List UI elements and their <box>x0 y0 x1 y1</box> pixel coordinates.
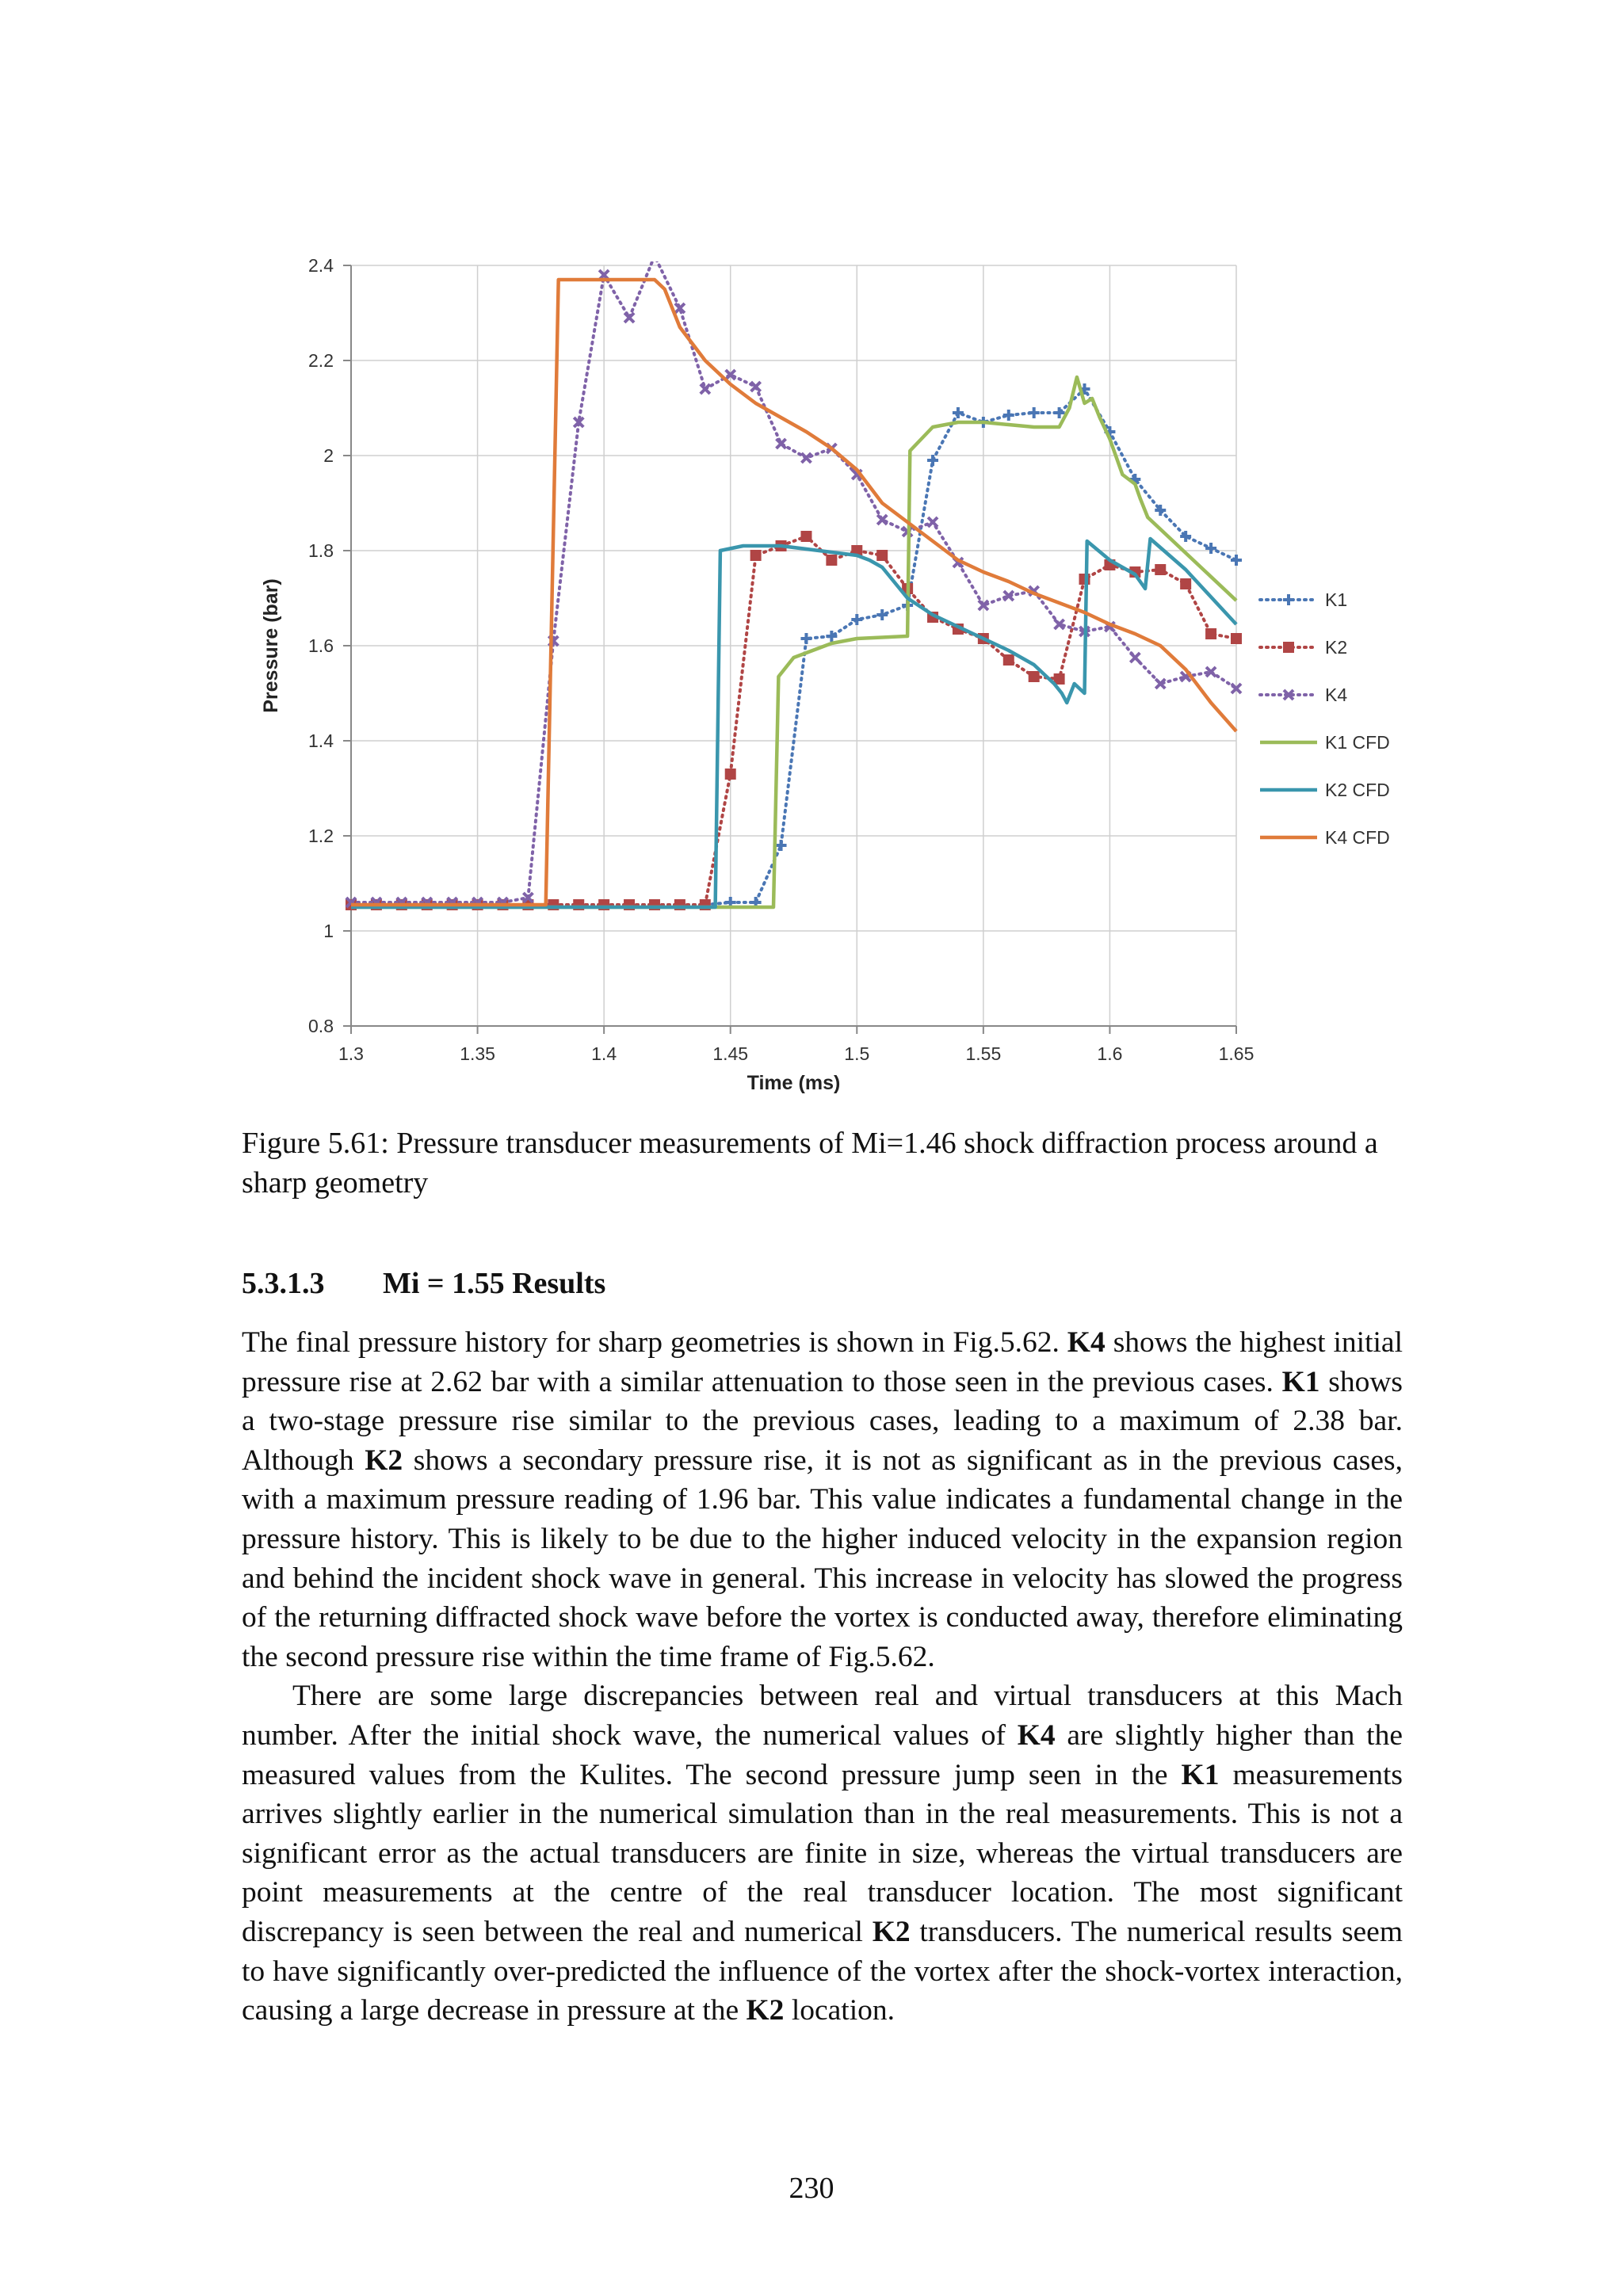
series-k1 <box>346 383 1242 910</box>
text-run: are slightly higher than the measured values from the Kulites. The second pressure jump seen in the <box>242 1718 1403 1791</box>
data-point <box>876 550 888 561</box>
text-run: shows the highest initial pressure rise at 2.62 bar with a similar attenuation to those seen in the previous cases. <box>242 1326 1403 1398</box>
series-line <box>351 539 1236 907</box>
body-paragraph <box>242 1676 1403 2030</box>
legend-item <box>1260 732 1390 753</box>
data-point <box>650 251 659 261</box>
data-point <box>800 531 812 542</box>
y-tick-label: 1.6 <box>308 635 334 656</box>
figure-caption: Figure 5.61: Pressure transducer measurements of Mi=1.46 shock diffraction process around a sharp geometry <box>242 1127 1378 1199</box>
data-point <box>725 769 736 780</box>
legend-label: K2 CFD <box>1325 780 1390 800</box>
data-point <box>1231 555 1242 566</box>
body-paragraph <box>242 1323 1403 1676</box>
legend-label: K1 CFD <box>1325 732 1390 753</box>
data-point <box>1003 410 1014 421</box>
text-run: There are some large discrepancies between real and virtual transducers at this Mach number. After the initial shock wave, the numerical values of <box>242 1680 1403 1752</box>
page-number: 230 <box>789 2172 834 2205</box>
data-point <box>851 614 862 625</box>
legend-label: K4 CFD <box>1325 827 1390 848</box>
bold-term: K2 <box>365 1444 403 1477</box>
chart-series <box>346 251 1242 910</box>
text-run: measurements arrives slightly earlier in the numerical simulation than in the real measurements. This is not a significant error as the actual transducers are finite in size, whereas the virtual transducers are point measurements at the centre of the real transducer location. The most significant discrepancy is seen between the real and numerical <box>242 1758 1403 1948</box>
bold-term: K4 <box>1017 1718 1056 1752</box>
data-point <box>1205 628 1216 639</box>
bold-term: K2 <box>746 1994 785 2027</box>
y-tick-label: 1.8 <box>308 540 334 561</box>
data-point <box>1029 407 1040 418</box>
chart-grid <box>351 265 1236 1026</box>
data-point <box>1205 543 1216 554</box>
pressure-chart <box>254 246 1411 1101</box>
x-tick-label: 1.6 <box>1097 1043 1123 1064</box>
legend-item <box>1260 685 1347 705</box>
text-run: location. <box>784 1994 895 2027</box>
chart-legend <box>1260 589 1390 848</box>
text-run: shows a two-stage pressure rise similar to the previous cases, leading to a maximum of 2.38 bar. Although <box>242 1365 1403 1477</box>
series-line <box>351 256 1236 902</box>
data-point <box>927 455 938 466</box>
x-tick-label: 1.5 <box>844 1043 870 1064</box>
data-point <box>1283 642 1294 653</box>
y-tick-label: 2.4 <box>308 255 334 276</box>
series-line <box>351 389 1236 905</box>
data-point <box>1283 594 1294 605</box>
data-point <box>953 407 964 418</box>
legend-item <box>1260 827 1390 848</box>
x-tick-label: 1.45 <box>712 1043 749 1064</box>
y-tick-label: 0.8 <box>308 1016 334 1036</box>
data-point <box>1180 578 1191 589</box>
series-k1-cfd <box>351 377 1236 907</box>
body-text <box>242 1323 1403 2031</box>
bold-term: K2 <box>872 1915 911 1948</box>
legend-item <box>1260 637 1347 658</box>
legend-label: K4 <box>1325 685 1348 705</box>
text-run: The final pressure history for sharp geometries is shown in Fig.5.62. <box>242 1326 1067 1359</box>
series-k2-cfd <box>351 539 1236 907</box>
data-point <box>1003 654 1014 666</box>
legend-label: K1 <box>1325 589 1348 610</box>
data-point <box>826 555 837 566</box>
data-point <box>800 633 812 644</box>
data-point <box>1079 574 1090 585</box>
section-heading <box>242 1266 1403 1301</box>
series-k2 <box>346 531 1242 910</box>
series-line <box>351 280 1236 905</box>
y-axis-title: Pressure (bar) <box>260 578 282 713</box>
y-tick-label: 1 <box>323 921 334 941</box>
data-point <box>750 550 762 561</box>
x-tick-label: 1.4 <box>591 1043 617 1064</box>
data-point <box>1130 653 1140 662</box>
section-title: Mi = 1.55 Results <box>383 1267 606 1300</box>
series-line <box>351 377 1236 907</box>
bold-term: K4 <box>1067 1326 1106 1359</box>
legend-item <box>1260 589 1347 610</box>
y-tick-label: 1.2 <box>308 826 334 846</box>
x-axis-title: Time (ms) <box>747 1072 841 1094</box>
series-k4 <box>346 251 1241 907</box>
chart-axes <box>260 255 1254 1094</box>
data-point <box>801 453 811 463</box>
data-point <box>1155 564 1166 575</box>
y-tick-label: 2.2 <box>308 350 334 371</box>
bold-term: K1 <box>1281 1365 1320 1398</box>
series-k4-cfd <box>351 280 1236 905</box>
x-tick-label: 1.35 <box>460 1043 495 1064</box>
text-run: transducers. The numerical results seem to have significantly over-predicted the influence of the vortex after the shock-vortex interaction, causing a large decrease in pressure at the <box>242 1915 1403 2027</box>
legend-item <box>1260 780 1390 800</box>
data-point <box>1029 671 1040 682</box>
data-point <box>776 840 787 851</box>
x-tick-label: 1.3 <box>338 1043 364 1064</box>
y-tick-label: 2 <box>323 445 334 466</box>
data-point <box>876 609 888 620</box>
data-point <box>928 517 938 527</box>
data-point <box>1231 633 1242 644</box>
series-line <box>351 536 1236 905</box>
y-tick-label: 1.4 <box>308 730 334 751</box>
x-tick-label: 1.65 <box>1218 1043 1254 1064</box>
section-number: 5.3.1.3 <box>242 1267 325 1300</box>
legend-label: K2 <box>1325 637 1348 658</box>
bold-term: K1 <box>1181 1758 1220 1791</box>
x-tick-label: 1.55 <box>965 1043 1002 1064</box>
text-run: shows a secondary pressure rise, it is not as significant as in the previous cases, with a maximum pressure reading of 1.96 bar. This value indicates a fundamental change in the pressure history. This is likely to be due to the higher induced velocity in the expansion region and behind the incident shock wave in general. This increase in velocity has slowed the progress of the returning diffracted shock wave before the vortex is conducted away, therefore eliminating the second pressure rise within the time frame of Fig.5.62. <box>242 1444 1403 1673</box>
